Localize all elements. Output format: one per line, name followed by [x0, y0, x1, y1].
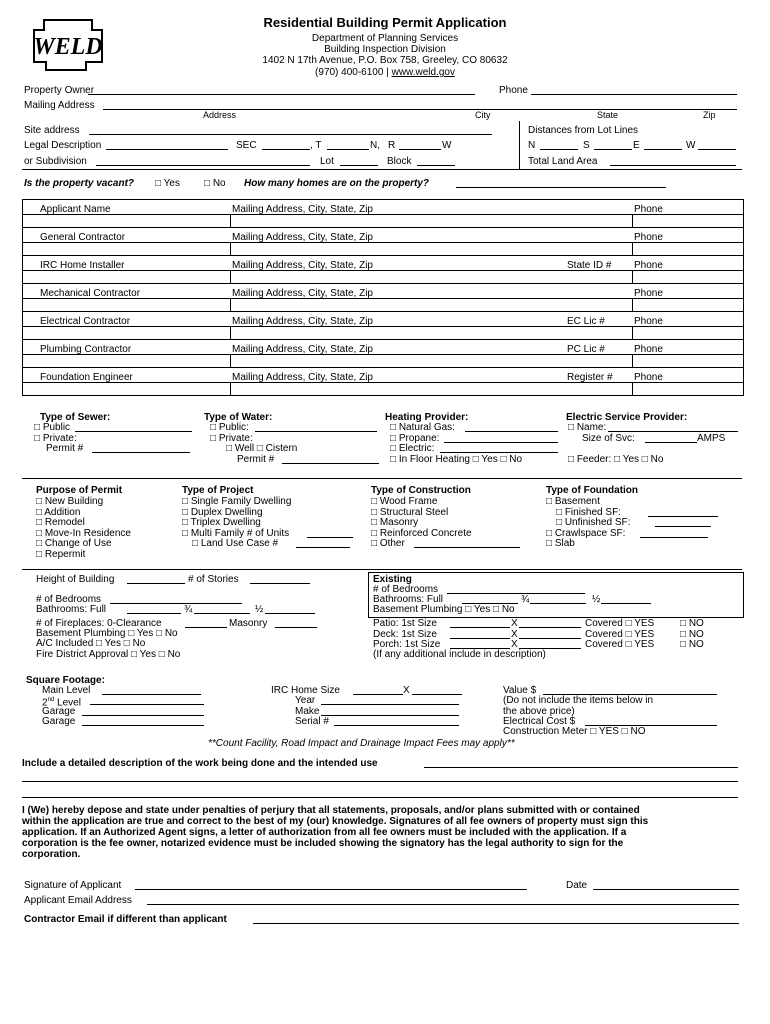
electric-provider-title: Electric Service Provider:: [566, 412, 688, 423]
north-label: N,: [370, 140, 380, 151]
heating-title: Heating Provider:: [385, 412, 469, 423]
water-private-checkbox[interactable]: □ Private:: [210, 433, 253, 444]
deck-width-field[interactable]: [450, 638, 510, 639]
project-option[interactable]: □ Multi Family # of Units: [182, 527, 290, 539]
contact-role-label: Foundation Engineer: [40, 372, 133, 383]
vacant-yes-checkbox[interactable]: □ Yes: [155, 178, 180, 189]
contact-name-field[interactable]: [23, 299, 230, 311]
east-distance-field[interactable]: [644, 149, 682, 150]
foundation-value-field[interactable]: [655, 526, 711, 527]
project-option[interactable]: □ Triplex Dwelling: [182, 517, 261, 528]
patio-length-field[interactable]: [519, 627, 581, 628]
contact-address-label: Mailing Address, City, State, Zip: [232, 288, 373, 299]
fees-note: **Count Facility, Road Impact and Drainage Impact Fees may apply**: [208, 738, 515, 749]
lot-field[interactable]: [340, 165, 378, 166]
north-distance-label: N: [528, 140, 536, 151]
building-height-field[interactable]: [127, 583, 185, 584]
contact-address-field[interactable]: [230, 327, 633, 339]
purpose-option[interactable]: □ New Building: [36, 496, 104, 507]
mailing-address-field[interactable]: [103, 109, 737, 110]
natural-gas-field[interactable]: [465, 431, 558, 432]
range-field[interactable]: [399, 149, 441, 150]
patio-covered-yes[interactable]: Covered □ YES: [585, 618, 655, 629]
contact-id-label: EC Lic #: [567, 316, 605, 327]
square-footage-title: Square Footage:: [26, 675, 105, 686]
deck-x-label: X: [511, 628, 518, 640]
project-option[interactable]: □ Duplex Dwelling: [182, 506, 263, 518]
site-address-field[interactable]: [89, 134, 492, 135]
existing-three-quarter-label: ¾: [521, 594, 530, 605]
stories-label: # of Stories: [188, 574, 239, 585]
contact-phone-label: Phone: [634, 316, 663, 327]
contact-name-field[interactable]: [23, 355, 230, 367]
foundation-option[interactable]: □ Finished SF:: [556, 506, 621, 518]
homes-count-field[interactable]: [456, 187, 666, 188]
purpose-option[interactable]: □ Addition: [36, 506, 81, 518]
fireplaces-label: # of Fireplaces: 0-Clearance: [36, 618, 162, 629]
patio-x-label: X: [511, 618, 518, 629]
contact-phone-field[interactable]: [632, 355, 743, 367]
electric-name-field[interactable]: [608, 431, 738, 432]
subdivision-label: or Subdivision: [24, 156, 87, 167]
contact-phone-label: Phone: [634, 372, 663, 383]
building-height-label: Height of Building: [36, 574, 115, 585]
water-title: Type of Water:: [204, 412, 273, 423]
contact-address-field[interactable]: [230, 271, 633, 283]
existing-half-field[interactable]: [601, 603, 651, 604]
foundation-option[interactable]: □ Slab: [546, 538, 575, 549]
contact-address-field[interactable]: [230, 243, 633, 255]
water-public-field[interactable]: [255, 431, 377, 432]
block-label: Block: [387, 156, 412, 167]
sewer-permit-label: Permit #: [46, 443, 84, 454]
contact-role-label: IRC Home Installer: [40, 260, 125, 271]
existing-bathrooms-label: Bathrooms: Full: [373, 594, 444, 605]
existing-title: Existing: [373, 574, 412, 585]
affidavit-line-2: within the application are true and correct to the best of my (our) knowledge. Signatures of all fee owners of property must sign this: [22, 816, 649, 827]
contact-phone-field[interactable]: [632, 299, 743, 311]
main-level-field[interactable]: [102, 694, 201, 695]
sewer-title: Type of Sewer:: [40, 412, 111, 423]
address-sublabel: Address: [203, 110, 237, 120]
contractor-email-field[interactable]: [253, 923, 739, 924]
legal-description-field[interactable]: [106, 149, 228, 150]
irc-width-field[interactable]: [353, 694, 403, 695]
contact-phone-label: Phone: [634, 204, 663, 215]
page-title: Residential Building Permit Application: [263, 15, 507, 30]
property-owner-field[interactable]: [88, 94, 475, 95]
contact-address-label: Mailing Address, City, State, Zip: [232, 232, 373, 243]
office-phone: (970) 400-6100 |: [315, 67, 392, 78]
contact-phone-field[interactable]: [632, 327, 743, 339]
building-section-divider: [22, 569, 742, 570]
sewer-public-field[interactable]: [75, 431, 192, 432]
west-distance-field[interactable]: [698, 149, 736, 150]
range-label: R: [388, 140, 396, 151]
contact-id-label: PC Lic #: [567, 344, 605, 355]
phone-label: Phone: [499, 85, 528, 96]
foundation-value-field[interactable]: [640, 537, 708, 538]
ac-included-options[interactable]: A/C Included □ Yes □ No: [36, 638, 146, 649]
subdivision-field[interactable]: [96, 165, 310, 166]
purpose-option[interactable]: □ Remodel: [36, 517, 85, 528]
project-option[interactable]: □ Land Use Case #: [192, 538, 279, 549]
irc-x-label: X: [403, 685, 410, 696]
existing-half-label: ½: [592, 594, 601, 605]
bedrooms-label: # of Bedrooms: [36, 594, 102, 605]
date-field[interactable]: [593, 889, 739, 890]
south-distance-label: S: [583, 140, 590, 151]
value-note-1: (Do not include the items below in: [503, 695, 654, 706]
bathrooms-three-quarter-label: ¾: [184, 604, 193, 615]
porch-covered-no[interactable]: □ NO: [680, 639, 704, 650]
contact-name-field[interactable]: [23, 327, 230, 339]
east-distance-label: E: [633, 140, 640, 151]
electric-heat-field[interactable]: [440, 452, 558, 453]
feeder-checkbox[interactable]: □ Feeder: □ Yes □ No: [568, 454, 664, 465]
contact-role-label: Plumbing Contractor: [40, 344, 132, 355]
year-label: Year: [295, 695, 316, 706]
project-value-field[interactable]: [296, 547, 350, 548]
existing-three-quarter-field[interactable]: [530, 603, 586, 604]
deck-covered-no[interactable]: □ NO: [680, 628, 704, 640]
office-contact: [200, 67, 570, 78]
electric-heat-checkbox[interactable]: □ Electric:: [390, 443, 435, 454]
mailing-address-label: Mailing Address: [24, 100, 95, 111]
main-level-label: Main Level: [42, 685, 91, 696]
contact-address-label: Mailing Address, City, State, Zip: [232, 372, 373, 383]
masonry-field[interactable]: [275, 627, 317, 628]
stories-field[interactable]: [250, 583, 310, 584]
purpose-option[interactable]: □ Move-In Residence: [36, 527, 131, 539]
description-label: Include a detailed description of the work being done and the intended use: [22, 758, 378, 769]
bathrooms-three-quarter-field[interactable]: [194, 613, 250, 614]
block-field[interactable]: [417, 165, 455, 166]
second-level-field[interactable]: [90, 704, 204, 705]
township-field[interactable]: [327, 149, 369, 150]
contact-address-label: Mailing Address, City, State, Zip: [232, 204, 373, 215]
purpose-title: Purpose of Permit: [36, 485, 123, 496]
zip-sublabel: Zip: [703, 110, 716, 120]
water-public-checkbox[interactable]: □ Public:: [210, 422, 249, 433]
fire-district-options[interactable]: Fire District Approval □ Yes □ No: [36, 649, 181, 660]
purpose-option[interactable]: □ Change of Use: [36, 538, 112, 549]
division: Building Inspection Division: [324, 44, 446, 55]
north-distance-field[interactable]: [540, 149, 578, 150]
date-label: Date: [566, 880, 588, 891]
sewer-private-checkbox[interactable]: □ Private:: [34, 433, 77, 444]
contact-role-label: Electrical Contractor: [40, 316, 131, 327]
contact-address-label: Mailing Address, City, State, Zip: [232, 344, 373, 355]
second-level-label: 2nd Level: [42, 697, 81, 709]
description-field-line-2[interactable]: [22, 781, 738, 782]
foundation-option[interactable]: □ Basement: [546, 496, 600, 507]
weld-county-logo: [26, 16, 110, 72]
contact-row: [22, 311, 744, 340]
contact-row: [22, 339, 744, 368]
contact-address-field[interactable]: [230, 299, 633, 311]
year-field[interactable]: [321, 704, 459, 705]
property-owner-label: Property Owner: [24, 85, 95, 96]
foundation-title: Type of Foundation: [546, 485, 639, 496]
contact-role-label: Mechanical Contractor: [40, 288, 141, 299]
bathrooms-full-label: Bathrooms: Full: [36, 604, 107, 615]
water-well-cistern-checkbox[interactable]: □ Well □ Cistern: [226, 443, 298, 454]
garage-field-2[interactable]: [82, 725, 204, 726]
contact-phone-label: Phone: [634, 260, 663, 271]
project-title: Type of Project: [182, 485, 254, 496]
contact-phone-label: Phone: [634, 232, 663, 243]
garage-label-1: Garage: [42, 706, 76, 717]
contact-phone-field[interactable]: [632, 243, 743, 255]
sec-field[interactable]: [262, 149, 310, 150]
contact-id-label: State ID #: [567, 260, 612, 271]
contact-row: [22, 367, 744, 396]
serial-label: Serial #: [295, 716, 329, 727]
electric-name-checkbox[interactable]: □ Name:: [568, 422, 607, 433]
service-size-field[interactable]: [645, 442, 697, 443]
foundation-option[interactable]: □ Unfinished SF:: [556, 517, 631, 528]
contact-name-field[interactable]: [23, 383, 230, 395]
patio-size-label: Patio: 1st Size: [373, 618, 437, 629]
irc-length-field[interactable]: [412, 694, 462, 695]
logo-text: WELD: [33, 34, 103, 60]
sec-label: SEC: [236, 140, 257, 151]
water-permit-field[interactable]: [282, 463, 379, 464]
contact-name-field[interactable]: [23, 243, 230, 255]
vacant-no-checkbox[interactable]: □ No: [204, 178, 226, 189]
contact-role-label: General Contractor: [40, 232, 126, 243]
affidavit-line-4: corporation is the fee owner, notarized evidence must be included showing the signatory has the legal authority to sign for the: [22, 838, 624, 849]
porch-size-label: Porch: 1st Size: [373, 639, 441, 650]
description-field-line-3[interactable]: [22, 797, 738, 798]
legal-description-label: Legal Description: [24, 140, 102, 151]
contact-phone-field[interactable]: [632, 215, 743, 227]
contact-phone-field[interactable]: [632, 383, 743, 395]
fireplaces-clearance-field[interactable]: [185, 627, 227, 628]
contact-address-field[interactable]: [230, 383, 633, 395]
additional-note: (If any additional include in description): [373, 649, 546, 660]
total-land-area-label: Total Land Area: [528, 156, 598, 167]
contact-name-field[interactable]: [23, 215, 230, 227]
applicant-email-field[interactable]: [147, 904, 739, 905]
contact-address-label: Mailing Address, City, State, Zip: [232, 316, 373, 327]
construction-option[interactable]: □ Wood Frame: [371, 496, 438, 507]
sewer-permit-field[interactable]: [92, 452, 190, 453]
contact-name-field[interactable]: [23, 271, 230, 283]
porch-covered-yes[interactable]: Covered □ YES: [585, 639, 655, 650]
contact-phone-label: Phone: [634, 288, 663, 299]
propane-field[interactable]: [444, 442, 558, 443]
contact-address-label: Mailing Address, City, State, Zip: [232, 260, 373, 271]
existing-bedrooms-field[interactable]: [447, 593, 585, 594]
value-note-2: the above price): [503, 706, 575, 717]
existing-bedrooms-label: # of Bedrooms: [373, 584, 439, 595]
project-option[interactable]: □ Single Family Dwelling: [182, 496, 292, 507]
existing-basement-plumbing[interactable]: Basement Plumbing □ Yes □ No: [373, 604, 515, 615]
office-address: 1402 N 17th Avenue, P.O. Box 758, Greeley, CO 80632: [262, 55, 508, 66]
total-land-area-field[interactable]: [610, 165, 736, 166]
bedrooms-field[interactable]: [110, 603, 242, 604]
west-distance-label: W: [686, 140, 696, 151]
make-field[interactable]: [321, 715, 459, 716]
applicant-email-label: Applicant Email Address: [24, 895, 132, 906]
township-label: , T: [310, 140, 322, 151]
site-address-label: Site address: [24, 125, 80, 136]
contact-address-field[interactable]: [230, 215, 633, 227]
construction-option[interactable]: □ Other: [371, 538, 405, 549]
porch-x-label: X: [511, 639, 518, 650]
patio-width-field[interactable]: [450, 627, 510, 628]
construction-option[interactable]: □ Masonry: [371, 517, 419, 528]
city-sublabel: City: [475, 110, 491, 120]
lot-label: Lot: [320, 156, 334, 167]
deck-covered-yes[interactable]: Covered □ YES: [585, 628, 655, 640]
water-permit-label: Permit #: [237, 454, 275, 465]
construction-value-field[interactable]: [414, 547, 520, 548]
bathrooms-half-label: ½: [255, 604, 264, 615]
contact-row: [22, 227, 744, 256]
department: Department of Planning Services: [311, 33, 459, 44]
amps-label: AMPS: [697, 433, 726, 444]
electrical-cost-label: Electrical Cost $: [503, 716, 576, 727]
contact-row: [22, 255, 744, 284]
contact-row: [22, 283, 744, 312]
construction-option[interactable]: □ Reinforced Concrete: [371, 527, 472, 539]
basement-plumbing-options[interactable]: Basement Plumbing □ Yes □ No: [36, 628, 178, 639]
distances-label: Distances from Lot Lines: [528, 125, 639, 136]
south-distance-field[interactable]: [594, 149, 632, 150]
purpose-option[interactable]: □ Repermit: [36, 548, 86, 560]
description-field-line-1[interactable]: [424, 767, 738, 768]
deck-length-field[interactable]: [519, 638, 581, 639]
garage-field-1[interactable]: [82, 715, 204, 716]
deck-size-label: Deck: 1st Size: [373, 628, 437, 640]
value-label: Value $: [503, 685, 537, 696]
contact-role-label: Applicant Name: [40, 204, 111, 215]
construction-meter-options[interactable]: Construction Meter □ YES □ NO: [503, 726, 646, 737]
natural-gas-checkbox[interactable]: □ Natural Gas:: [390, 422, 455, 433]
masonry-label: Masonry: [229, 618, 268, 629]
foundation-value-field[interactable]: [648, 516, 718, 517]
vacant-question: Is the property vacant?: [24, 178, 135, 189]
contact-phone-label: Phone: [634, 344, 663, 355]
contact-phone-field[interactable]: [632, 271, 743, 283]
signature-field[interactable]: [135, 889, 527, 890]
contact-id-label: Register #: [567, 372, 613, 383]
contact-row: [22, 199, 744, 228]
foundation-option[interactable]: □ Crawlspace SF:: [546, 527, 626, 539]
irc-home-size-label: IRC Home Size: [271, 685, 340, 696]
service-size-label: Size of Svc:: [582, 433, 635, 444]
state-sublabel: State: [597, 110, 619, 120]
affidavit-line-1: I (We) hereby depose and state under penalties of perjury that all statements, proposals, and/or plans submitted with or contained: [22, 805, 640, 816]
garage-label-2: Garage: [42, 716, 76, 727]
construction-option[interactable]: □ Structural Steel: [371, 506, 449, 518]
propane-checkbox[interactable]: □ Propane:: [390, 433, 440, 444]
construction-title: Type of Construction: [371, 485, 471, 496]
contact-address-field[interactable]: [230, 355, 633, 367]
sewer-public-checkbox[interactable]: □ Public: [34, 422, 71, 433]
project-value-field[interactable]: [307, 537, 353, 538]
phone-field[interactable]: [531, 94, 737, 95]
serial-field[interactable]: [334, 725, 459, 726]
contractor-email-label: Contractor Email if different than applicant: [24, 914, 227, 925]
patio-covered-no[interactable]: □ NO: [680, 618, 704, 629]
affidavit-line-5: corporation.: [22, 849, 81, 860]
signature-label: Signature of Applicant: [24, 880, 122, 891]
bathrooms-half-field[interactable]: [265, 613, 315, 614]
website-link[interactable]: www.weld.gov: [391, 67, 455, 78]
homes-question: How many homes are on the property?: [244, 178, 430, 189]
in-floor-heating-checkbox[interactable]: □ In Floor Heating □ Yes □ No: [390, 454, 523, 465]
owner-section-divider: [22, 169, 742, 170]
west-label: W: [442, 140, 452, 151]
bathrooms-full-field[interactable]: [127, 613, 181, 614]
make-label: Make: [295, 706, 320, 717]
affidavit-line-3: application. If an Authorized Agent signs, a letter of authorization from all fee owners must be included with the application. If a: [22, 827, 627, 838]
